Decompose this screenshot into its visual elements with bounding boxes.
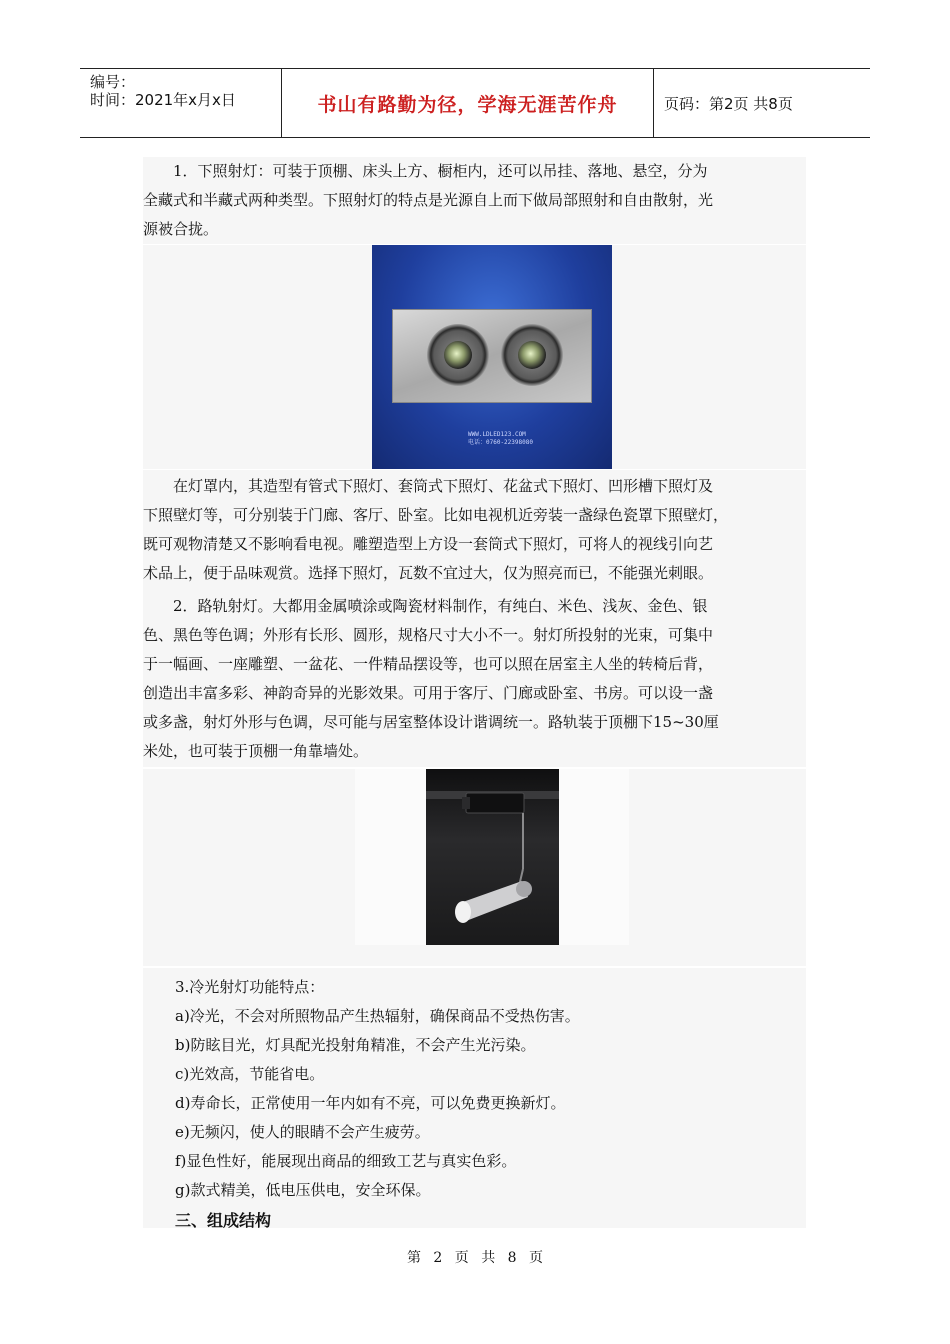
feature-item: e)无频闪，使人的眼睛不会产生疲劳。 — [175, 1123, 430, 1141]
features-title: 3.冷光射灯功能特点： — [175, 978, 325, 996]
footer-page-number: 2 — [433, 1250, 443, 1266]
text-line: 2．路轨射灯。大都用金属喷涂或陶瓷材料制作，有纯白、米色、浅灰、金色、银 — [173, 597, 708, 615]
track-light-image — [426, 769, 559, 945]
text-line: 色、黑色等色调；外形有长形、圆形，规格尺寸大小不一。射灯所投射的光束，可集中 — [143, 626, 714, 644]
downlight-photo — [372, 245, 612, 469]
header-page-label: 页码：第2页 共8页 — [664, 94, 793, 113]
date-label: 时间：2021年x月x日 — [90, 91, 236, 109]
text-line: 术品上，便于品味观赏。选择下照灯，瓦数不宜过大，仅为照亮而已，不能强光刺眼。 — [143, 564, 714, 582]
track-light-photo — [355, 769, 629, 945]
text-line: 于一幅画、一座雕塑、一盆花、一件精品摆设等，也可以照在居室主人坐的转椅后背， — [143, 655, 714, 673]
header-meta — [80, 69, 282, 137]
page-footer — [0, 1247, 950, 1267]
text-line: 1．下照射灯：可装于顶棚、床头上方、橱柜内，还可以吊挂、落地、悬空，分为 — [173, 162, 708, 180]
text-line: 在灯罩内，其造型有管式下照灯、套筒式下照灯、花盆式下照灯、凹形槽下照灯及 — [173, 477, 714, 495]
text-line: 既可观物清楚又不影响看电视。雕塑造型上方设一套筒式下照灯，可将人的视线引向艺 — [143, 535, 714, 553]
feature-item: c)光效高，节能省电。 — [175, 1065, 325, 1083]
feature-item: f)显色性好，能展现出商品的细致工艺与真实色彩。 — [175, 1152, 517, 1170]
feature-item: g)款式精美，低电压供电，安全环保。 — [175, 1181, 431, 1199]
paragraph-downlight — [143, 157, 806, 244]
photo-caption-url: WWW.LDLED123.COM — [468, 431, 526, 438]
lamp-panel — [392, 309, 592, 403]
footer-label: 共 — [481, 1250, 496, 1266]
text-line: 源被合拢。 — [143, 220, 219, 238]
section-heading: 三、组成结构 — [175, 1211, 272, 1230]
text-line: 或多盏，射灯外形与色调，尽可能与居室整体设计谐调统一。路轨装于顶棚下15~30厘 — [143, 713, 719, 731]
paragraph-downlight-types — [143, 472, 806, 588]
header-motto: 书山有路勤为径，学海无涯苦作舟 — [282, 69, 654, 137]
text-line: 下照壁灯等，可分别装于门廊、客厅、卧室。比如电视机近旁装一盏绿色瓷罩下照壁灯， — [143, 506, 729, 524]
footer-label: 页 — [454, 1250, 469, 1266]
doc-number-label: 编号： — [90, 73, 136, 91]
text-line: 米处，也可装于顶棚一角靠墙处。 — [143, 742, 369, 760]
photo-caption — [468, 431, 533, 447]
lamp-right — [501, 324, 563, 386]
footer-total-pages: 8 — [507, 1250, 517, 1266]
footer-label: 页 — [529, 1250, 544, 1266]
feature-item: b)防眩目光，灯具配光投射角精准，不会产生光污染。 — [175, 1036, 536, 1054]
text-line: 创造出丰富多彩、神韵奇异的光影效果。可用于客厅、门廊或卧室、书房。可以设一盏 — [143, 684, 714, 702]
lamp-left — [427, 324, 489, 386]
feature-item: d)寿命长，正常使用一年内如有不亮，可以免费更换新灯。 — [175, 1094, 566, 1112]
text-line: 全藏式和半藏式两种类型。下照射灯的特点是光源自上而下做局部照射和自由散射，光 — [143, 191, 714, 209]
photo-caption-phone: 电话：0760-22398080 — [468, 439, 533, 446]
paragraph-track-light — [143, 592, 806, 766]
page-header — [80, 68, 870, 138]
feature-item: a)冷光，不会对所照物品产生热辐射，确保商品不受热伤害。 — [175, 1007, 580, 1025]
footer-label: 第 — [406, 1250, 421, 1266]
